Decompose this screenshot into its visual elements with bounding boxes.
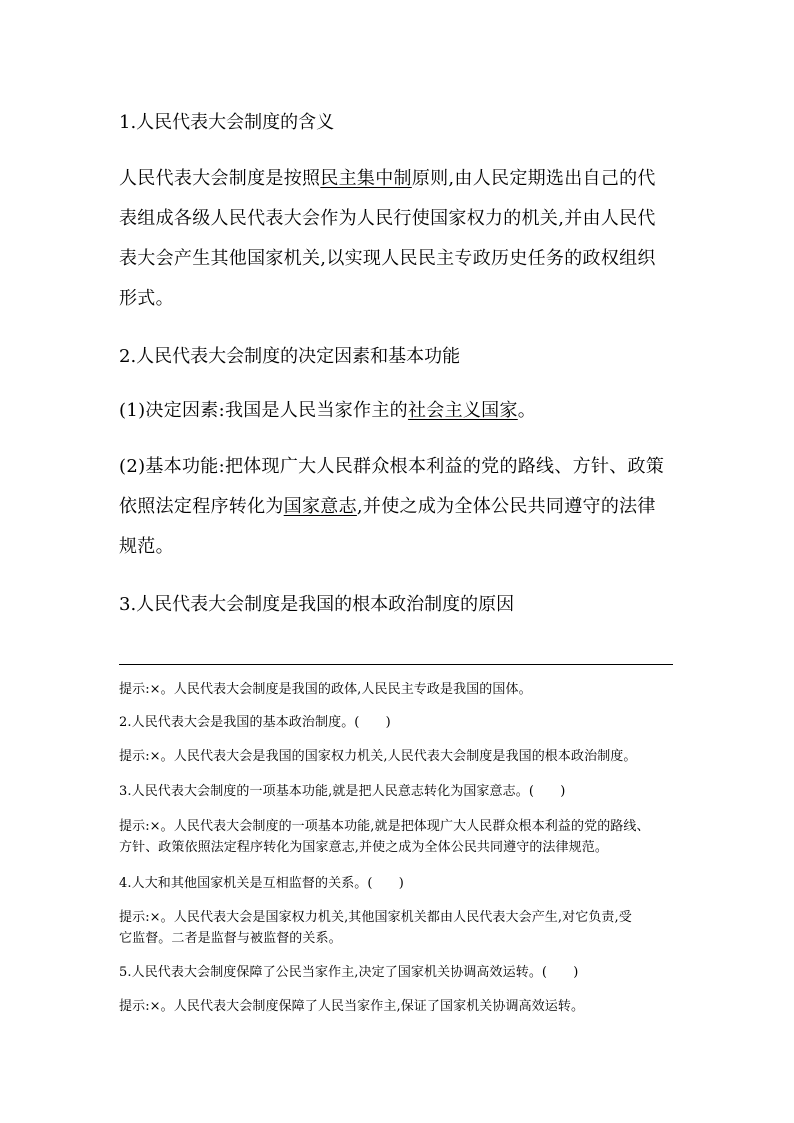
quiz-question-5: 5.人民代表大会制度保障了公民当家作主,决定了国家机关协调高效运转。( ) — [119, 965, 579, 980]
section2-item1-text-b: 。 — [517, 400, 537, 421]
quiz-hint-1: 提示:×。人民代表大会制度是我国的政体,人民民主专政是我国的国体。 — [119, 682, 532, 697]
section3-heading: 3.人民代表大会制度是我国的根本政治制度的原因 — [119, 594, 515, 615]
quiz-hint-2: 提示:×。人民代表大会是我国的国家权力机关,人民代表大会制度是我国的根本政治制度。 — [119, 749, 637, 764]
separator-rule — [119, 664, 673, 665]
underlined-term-socialist-state: 社会主义国家 — [407, 400, 518, 421]
section1-line3: 表大会产生其他国家机关,以实现人民民主专政历史任务的政权组织 — [119, 248, 656, 269]
section2-item1-text-a: (1)决定因素:我国是人民当家作主的 — [119, 400, 408, 421]
quiz-hint-3-line1: 提示:×。人民代表大会制度的一项基本功能,就是把体现广大人民群众根本利益的党的路线、 — [119, 819, 650, 834]
section2-item2-line1: (2)基本功能:把体现广大人民群众根本利益的党的路线、方针、政策 — [119, 456, 665, 477]
quiz-hint-4-line2: 它监督。二者是监督与被监督的关系。 — [119, 931, 342, 946]
quiz-question-4: 4.人大和其他国家机关是互相监督的关系。( ) — [119, 876, 404, 891]
section1-line1 — [119, 164, 656, 190]
underlined-term-state-will: 国家意志 — [283, 496, 357, 517]
section1-line1-text-b: 原则,由人民定期选出自己的代 — [411, 168, 656, 189]
quiz-hint-5: 提示:×。人民代表大会制度保障了人民当家作主,保证了国家机关协调高效运转。 — [119, 999, 585, 1014]
quiz-hint-3-line2: 方针、政策依照法定程序转化为国家意志,并使之成为全体公民共同遵守的法律规范。 — [119, 840, 608, 855]
quiz-question-3: 3.人民代表大会制度的一项基本功能,就是把人民意志转化为国家意志。( ) — [119, 784, 566, 799]
section1-heading: 1.人民代表大会制度的含义 — [119, 112, 335, 133]
quiz-question-2: 2.人民代表大会是我国的基本政治制度。( ) — [119, 715, 391, 730]
section1-line2: 表组成各级人民代表大会作为人民行使国家权力的机关,并由人民代 — [119, 208, 656, 229]
section1-line1-text-a: 人民代表大会制度是按照 — [119, 168, 321, 189]
section2-item1 — [119, 396, 536, 422]
section1-line4: 形式。 — [119, 288, 174, 309]
quiz-hint-4-line1: 提示:×。人民代表大会是国家权力机关,其他国家机关都由人民代表大会产生,对它负责,受 — [119, 910, 632, 925]
underlined-term-democratic-centralism: 民主集中制 — [320, 168, 412, 189]
section2-heading: 2.人民代表大会制度的决定因素和基本功能 — [119, 346, 461, 367]
section2-item2-line3: 规范。 — [119, 536, 174, 557]
section2-item2-line2-text-a: 依照法定程序转化为 — [119, 496, 284, 517]
section2-item2-line2 — [119, 492, 656, 518]
section2-item2-line2-text-b: ,并使之成为全体公民共同遵守的法律 — [356, 496, 656, 517]
